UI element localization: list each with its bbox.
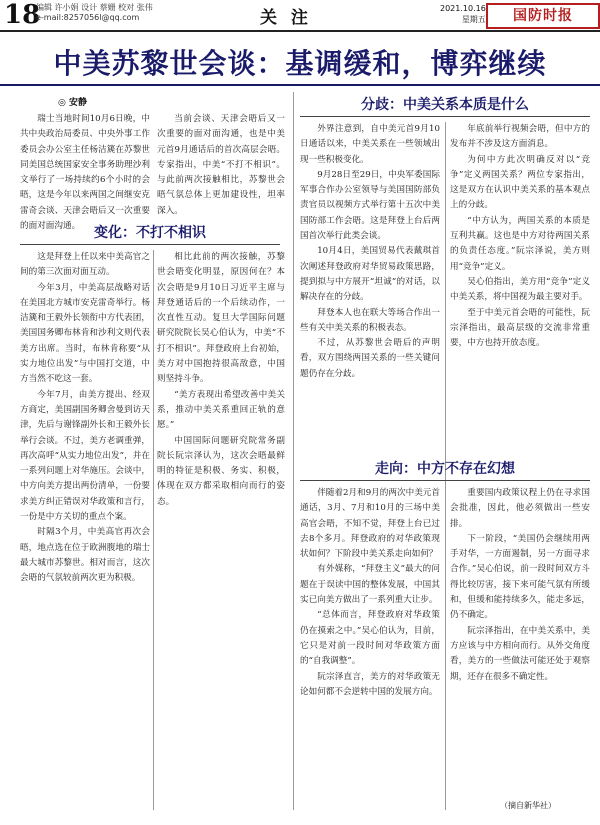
paragraph: 阮宗泽直言，美方的对华政策无论如何都不会逆转中国的发展方向。 bbox=[300, 671, 440, 697]
newspaper-logo: 国防时报 bbox=[486, 3, 600, 29]
paragraph: “总体而言，拜登政府对华政策仍在摸索之中。”吴心伯认为，目前，它只是对前一段时间对华政策方面的“自我调整”。 bbox=[300, 610, 440, 667]
paragraph: 拜登本人也在联大等场合作出一些有关中美关系的积极表态。 bbox=[300, 307, 440, 333]
paragraph: 有外媒称，“拜登主义”最大的问题在于误读中国的整体发展，中国其实已向美方做出了一系列重大让步。 bbox=[300, 564, 440, 606]
col1-intro bbox=[20, 112, 150, 232]
page-header bbox=[0, 0, 600, 32]
paragraph: 时隔3个月，中美高官再次会晤，地点选在位于欧洲腹地的瑞士最大城市苏黎世。相对而言，这次会晤的气氛较前两次更为积极。 bbox=[20, 527, 150, 584]
headline: 中美苏黎世会谈：基调缓和，博弈继续 bbox=[53, 47, 547, 80]
column-divider bbox=[153, 250, 154, 810]
editor-line: 编辑 许小娟 设计 蔡姗 校对 张伟 bbox=[36, 3, 153, 12]
paragraph: 9月28日至29日，中央军委国际军事合作办公室领导与美国国防部负责官员以视频方式举行第十五次中美国防部工作会晤。这是拜登上台后两国首次举行此类会谈。 bbox=[300, 169, 440, 242]
paragraph: 年底前举行视频会晤，但中方的发布并不涉及这方面消息。 bbox=[450, 124, 590, 150]
col3-body bbox=[300, 122, 440, 452]
date-line: 2021.10.16 bbox=[440, 4, 486, 13]
subhead-rule bbox=[20, 244, 280, 245]
paragraph: 外界注意到，自中美元首9月10日通话以来，中美关系在一些领域出现一些积极变化。 bbox=[300, 124, 440, 165]
editor-credits bbox=[36, 3, 153, 23]
col4-lower bbox=[450, 486, 590, 796]
issue-date bbox=[440, 3, 486, 25]
paragraph: 为何中方此次明确反对以“竞争”定义两国关系？两位专家指出，这是双方在认识中美关系的基本观点上的分歧。 bbox=[450, 154, 590, 211]
paragraph: 当前会谈、天津会晤后又一次重要的面对面沟通，也是中美元首9月通话后的首次高层会晤。专家指出，中美“不打不相识”。与此前两次接触相比，苏黎世会晤气氛总体上更加建设性，坦率深入。 bbox=[157, 114, 285, 216]
column-divider bbox=[293, 92, 294, 810]
col3-lower bbox=[300, 486, 440, 796]
subhead-rule bbox=[300, 480, 590, 481]
paragraph: 重要国内政策议程上仍在寻求国会批准，因此，他必须做出一些安排。 bbox=[450, 488, 590, 529]
email-line: e-mail:8257056l@qq.com bbox=[36, 13, 140, 22]
paragraph: 至于中美元首会晤的可能性，阮宗泽指出，最高层级的交流非常重要，中方也持开放态度。 bbox=[450, 307, 590, 349]
col4-body bbox=[450, 122, 590, 452]
paragraph: 今年3月，中美高层战略对话在美国北方城市安克雷奇举行。杨洁篪和王毅外长领衔中方代表团，美国国务卿布林肯和沙利文则代表美方出席。当时，布林肯称要“从实力地位出发”与中国打交道，中方当然不吃这一套。 bbox=[20, 282, 150, 385]
col2-body bbox=[157, 250, 285, 810]
section-title: 关 注 bbox=[260, 8, 312, 28]
subhead-change: 变化：不打不相识 bbox=[94, 225, 206, 241]
subhead-rule bbox=[300, 116, 590, 117]
headline-rule bbox=[0, 84, 600, 86]
col2-intro bbox=[157, 112, 285, 216]
paragraph: “中方认为，两国关系的本质是互利共赢。这也是中方对待两国关系的负责任态度。”阮宗泽说，美方则用“竞争”定义。 bbox=[450, 215, 590, 272]
paragraph: 10月4日，美国贸易代表戴琪首次阐述拜登政府对华贸易政策思路，提到拟与中方展开“坦诚”的对话，以解决存在的分歧。 bbox=[300, 246, 440, 303]
paragraph: 阮宗泽指出，在中美关系中，美方应该与中方相向而行。从外交角度看，美方的一些做法可能还处于观察期，还存在很多不确定性。 bbox=[450, 625, 590, 682]
weekday-line: 星期五 bbox=[461, 15, 486, 24]
paragraph: 瑞士当地时间10月6日晚，中共中央政治局委员、中央外事工作委员会办公室主任杨洁篪在苏黎世同美国总统国家安全事务助理沙利文举行了一场持续约6个小时的会晤，这是今年以来两国之间继安克雷奇会谈、天津会晤后又一次重要的面对面沟通。 bbox=[20, 114, 150, 232]
paragraph: 伴随着2月和9月的两次中美元首通话，3月、7月和10月的三场中美高官会晤，不知不觉，拜登上台已过去8个多月。拜登政府的对华政策现状如何？下阶段中美关系走向如何？ bbox=[300, 488, 440, 560]
paragraph: 今年7月，由美方提出、经双方商定，美国副国务卿舍曼到访天津，先后与谢锋副外长和王毅外长举行会谈。不过，美方老调重弹，再次高呼“从实力地位出发”，并在一系列问题上对华施压。会谈中，中方向美方提出两份清单，一份要求美方纠正错误对华政策和言行，一份是中方关切的重点个案。 bbox=[20, 389, 150, 523]
source-note: （摘自新华社） bbox=[500, 801, 556, 810]
byline: ◎ 安静 bbox=[58, 98, 87, 108]
col1-body bbox=[20, 250, 150, 810]
paragraph: 吴心伯指出，美方用“竞争”定义中美关系，将中国视为最主要对手。 bbox=[450, 276, 590, 303]
subhead-direction: 走向：中方不存在幻想 bbox=[375, 461, 515, 477]
paragraph: 相比此前的两次接触，苏黎世会晤变化明显，原因何在？本次会晤是9月10日习近平主席与拜登通话后的一个后续动作，一次直性互动。复旦大学国际问题研究院院长吴心伯认为，中美“不打不相识”。拜登政府上台初始，美方对中国抱持很高敌意，中国则坚持斗争。 bbox=[157, 252, 285, 385]
page-number: 18 bbox=[4, 0, 41, 30]
paragraph: 这是拜登上任以来中美高官之间的第三次面对面互动。 bbox=[20, 252, 150, 278]
paragraph: “美方表现出希望改善中美关系，推动中美关系重回正轨的意愿。” bbox=[157, 389, 285, 431]
paragraph: 下一阶段，“美国仍会继续用两手对华，一方面遏制，另一方面寻求合作。”吴心伯说，前一段时间双方斗得比较厉害，接下来可能气氛有所缓和，但缓和能持续多久，能走多远，仍不确定。 bbox=[450, 533, 590, 621]
paragraph: 不过，从苏黎世会晤后的声明看，双方围绕两国关系的一些关键问题仍存在分歧。 bbox=[300, 338, 440, 379]
paragraph: 中国国际问题研究院常务副院长阮宗泽认为，这次会晤最鲜明的特征是积极、务实、积极，体现在双方都采取相向而行的姿态。 bbox=[157, 435, 285, 507]
subhead-divergence: 分歧：中美关系本质是什么 bbox=[361, 97, 529, 113]
